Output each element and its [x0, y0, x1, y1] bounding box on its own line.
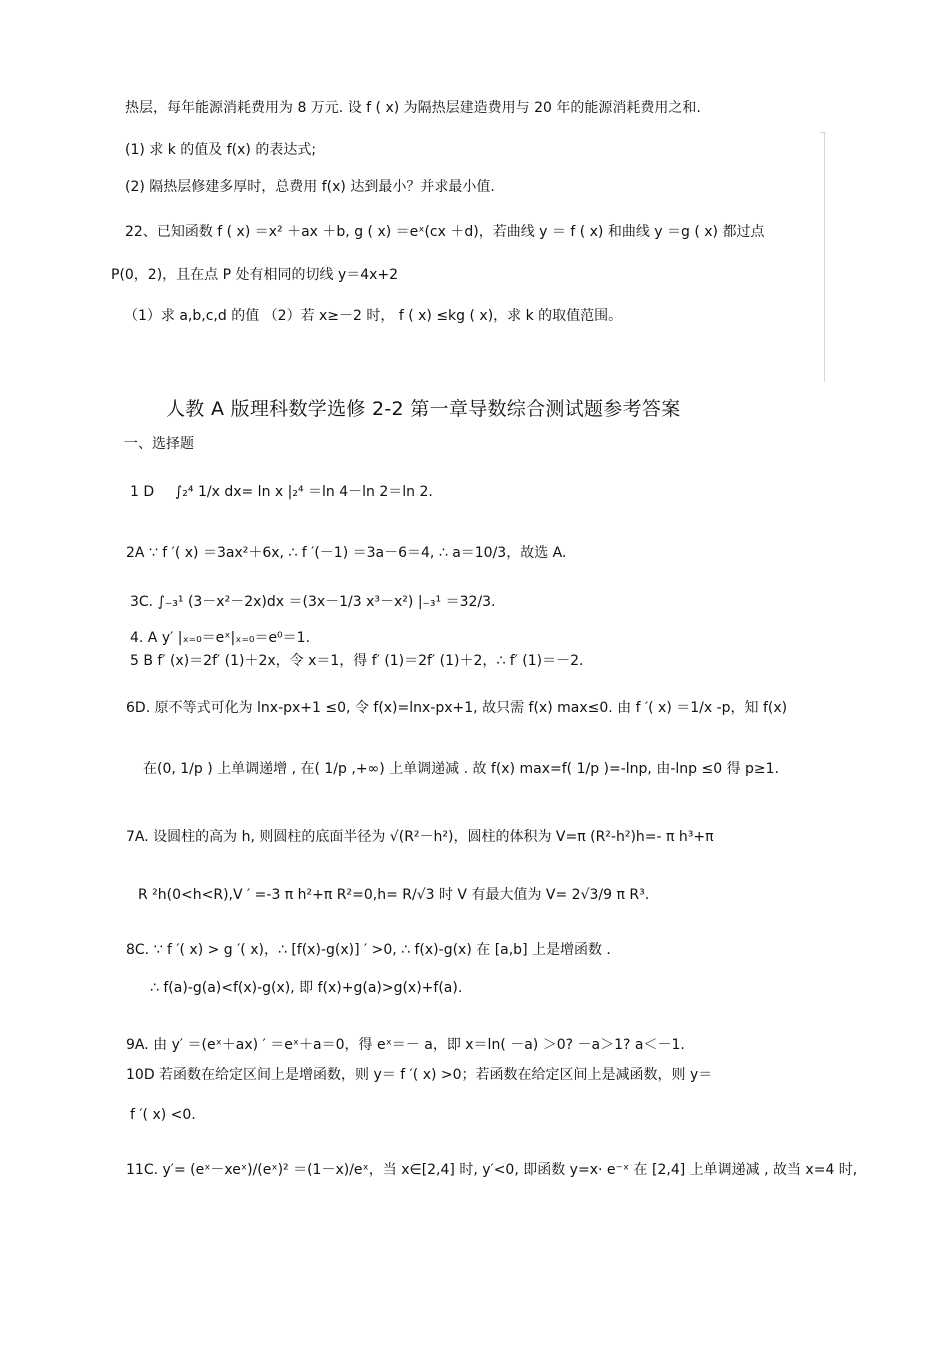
frame-top-line — [820, 132, 826, 133]
text-line: (1) 求 k 的值及 f(x) 的表达式; — [125, 142, 317, 158]
answer-text: R ²h(0<h<R),V ′ =-3 π h²+π R²=0,h= R/√3 时 V 有最大值为 V= 2√3/9 π R³. — [138, 887, 650, 903]
answer-text: 7A. 设圆柱的高为 h, 则圆柱的底面半径为 √(R²－h²)，圆柱的体积为 V=π (R²-h²)h=- π h³+π — [126, 829, 714, 845]
answer-text: 11C. y′= (eˣ－xeˣ)/(eˣ)² ＝(1－x)/eˣ，当 x∈[2,4] 时, y′<0, 即函数 y=x· e⁻ˣ 在 [2,4] 上单调递减 , 故当 x=4 时, — [126, 1162, 858, 1178]
answer-text: 在(0, 1/p ) 上单调递增 , 在( 1/p ,+∞) 上单调递减 . 故 f(x) max=f( 1/p )=-lnp, 由-lnp ≤0 得 p≥1. — [143, 761, 780, 777]
answer-text: 4. A y′ |ₓ₌₀＝eˣ|ₓ₌₀＝e⁰＝1. — [130, 630, 311, 646]
answer-text: 10D 若函数在给定区间上是增函数，则 y＝ f ′( x) >0；若函数在给定区间上是减函数，则 y＝ — [126, 1067, 713, 1083]
answer-title: 人教 A 版理科数学选修 2-2 第一章导数综合测试题参考答案 — [166, 398, 681, 420]
section-heading: 一、选择题 — [124, 436, 194, 452]
answer-text: 5 B f′ (x)＝2f′ (1)＋2x，令 x＝1，得 f′ (1)＝2f′ (1)＋2，∴ f′ (1)＝－2. — [130, 653, 584, 669]
answer-text: ∫₂⁴ 1/x dx= ln x |₂⁴ ＝ln 4－ln 2＝ln 2. — [175, 484, 433, 500]
answer-text: f ′( x) <0. — [130, 1107, 196, 1123]
text-line: (2) 隔热层修建多厚时，总费用 f(x) 达到最小？并求最小值. — [125, 179, 495, 195]
answer-text: 6D. 原不等式可化为 lnx-px+1 ≤0, 令 f(x)=lnx-px+1, 故只需 f(x) max≤0. 由 f ′( x) ＝1/x -p，知 f(x) — [126, 700, 788, 716]
frame-side-line — [824, 132, 825, 382]
text-line: 22、已知函数 f ( x) ＝x² ＋ax ＋b, g ( x) ＝eˣ(cx ＋d)，若曲线 y ＝ f ( x) 和曲线 y ＝g ( x) 都过点 — [125, 224, 765, 240]
answer-number: 1 D — [130, 484, 155, 500]
text-line: P(0，2)，且在点 P 处有相同的切线 y＝4x+2 — [111, 267, 399, 283]
answer-text: 9A. 由 y′ ＝(eˣ＋ax) ′ ＝eˣ＋a＝0，得 eˣ＝－ a，即 x＝ln( －a) ＞0? －a＞1? a＜－1. — [126, 1037, 685, 1053]
answer-text: 3C. ∫₋₃¹ (3－x²－2x)dx ＝(3x－1/3 x³－x²) |₋₃¹ ＝32/3. — [130, 594, 496, 610]
answer-text: ∴ f(a)-g(a)<f(x)-g(x), 即 f(x)+g(a)>g(x)+f(a). — [150, 980, 463, 996]
answer-text: 2A ∵ f ′( x) ＝3ax²＋6x, ∴ f ′(－1) ＝3a－6＝4, ∴ a＝10/3，故选 A. — [126, 545, 567, 561]
answer-text: 8C. ∵ f ′( x) > g ′( x)，∴ [f(x)-g(x)] ′ >0, ∴ f(x)-g(x) 在 [a,b] 上是增函数 . — [126, 942, 611, 958]
text-line: （1）求 a,b,c,d 的值 （2）若 x≥－2 时， f ( x) ≤kg ( x)，求 k 的取值范围。 — [124, 308, 623, 324]
text-line: 热层，每年能源消耗费用为 8 万元. 设 f ( x) 为隔热层建造费用与 20 年的能源消耗费用之和. — [125, 100, 701, 116]
